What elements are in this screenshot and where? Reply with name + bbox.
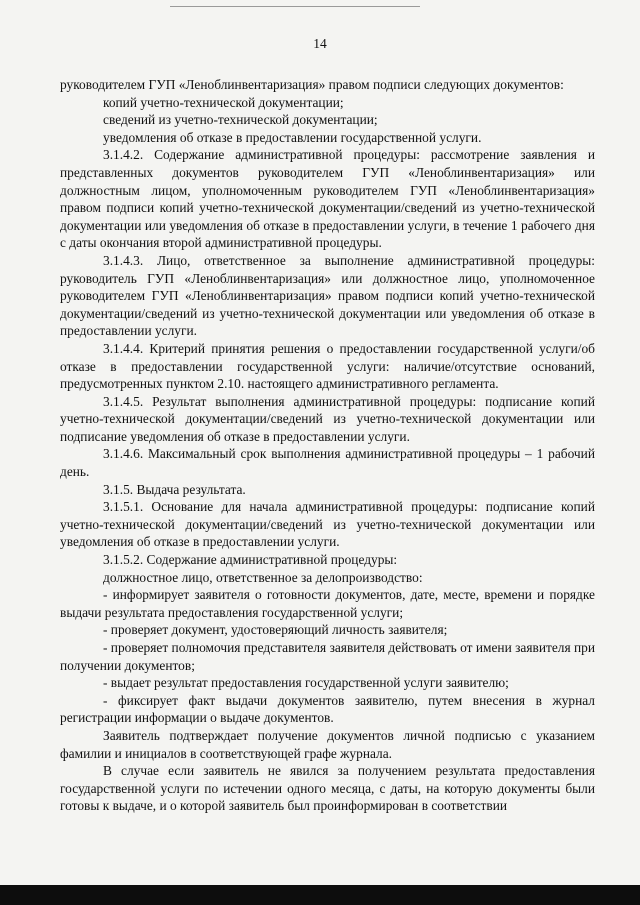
list-item: - проверяет полномочия представителя заявителя действовать от имени заявителя при получении документов; xyxy=(60,640,595,673)
paragraph: 3.1.4.4. Критерий принятия решения о предоставлении государственной услуги/об отказе в предоставлении государственной услуги: наличие/отсутствие оснований, предусмотренных пунктом 2.10. настоящего административного регламента. xyxy=(60,340,595,392)
paragraph: 3.1.4.3. Лицо, ответственное за выполнение административной процедуры: руководитель ГУП «Леноблинвентаризация» или должностное лицо, уполномоченное руководителем ГУП «Леноблинвентаризация» правом подписи копий учетно-технической документации/сведений из учетно-технической документации или уведомления об отказе в предоставлении услуги. xyxy=(60,252,595,339)
list-item: сведений из учетно-технической документации; xyxy=(103,112,378,128)
document-body xyxy=(60,76,595,815)
paragraph: 3.1.4.2. Содержание административной процедуры: рассмотрение заявления и представленных документов руководителем ГУП «Леноблинвентаризация» или должностным лицом, уполномоченным руководителем ГУП «Леноблинвентаризация» правом подписи копий учетно-технической документации/сведений из учетно-технической документации или уведомления об отказе в предоставлении услуги, в течение 1 рабочего дня с даты окончания второй административной процедуры. xyxy=(60,147,595,251)
header-rule xyxy=(170,6,420,7)
list-item: - информирует заявителя о готовности документов, дате, месте, времени и порядке выдачи результата предоставления государственной услуги; xyxy=(60,587,595,620)
scan-bottom-edge xyxy=(0,885,640,905)
paragraph: должностное лицо, ответственное за делопроизводство: xyxy=(103,569,423,585)
page-number: 14 xyxy=(313,36,327,51)
paragraph: 3.1.5.2. Содержание административной процедуры: xyxy=(103,552,398,568)
list-item: копий учетно-технической документации; xyxy=(103,94,344,110)
list-item: уведомления об отказе в предоставлении государственной услуги. xyxy=(103,129,482,145)
paragraph: 3.1.4.6. Максимальный срок выполнения административной процедуры – 1 рабочий день. xyxy=(60,446,595,480)
paragraph: Заявитель подтверждает получение документов личной подписью с указанием фамилии и инициалов в соответствующей графе журнала. xyxy=(60,727,595,761)
paragraph: 3.1.4.5. Результат выполнения административной процедуры: подписание копий учетно-технической документации/сведений из учетно-технической документации или подписание уведомления об отказе в предоставлении услуги. xyxy=(60,393,595,444)
list-item: - выдает результат предоставления государственной услуги заявителю; xyxy=(103,675,509,691)
paragraph: руководителем ГУП «Леноблинвентаризация» правом подписи следующих документов: xyxy=(60,77,564,92)
paragraph: 3.1.5.1. Основание для начала административной процедуры: подписание копий учетно-технической документации/сведений из учетно-технической документации или уведомления об отказе в предоставлении услуги. xyxy=(60,499,595,550)
list-item: - проверяет документ, удостоверяющий личность заявителя; xyxy=(103,622,448,638)
list-item: - фиксирует факт выдачи документов заявителю, путем внесения в журнал регистрации информации о выдаче документов. xyxy=(60,692,595,726)
section-heading: 3.1.5. Выдача результата. xyxy=(103,481,246,497)
paragraph: В случае если заявитель не явился за получением результата предоставления государственной услуги по истечении одного месяца, с даты, на которую документы были готовы к выдаче, и о которой заявитель был проинформирован в соответствии xyxy=(60,763,595,814)
